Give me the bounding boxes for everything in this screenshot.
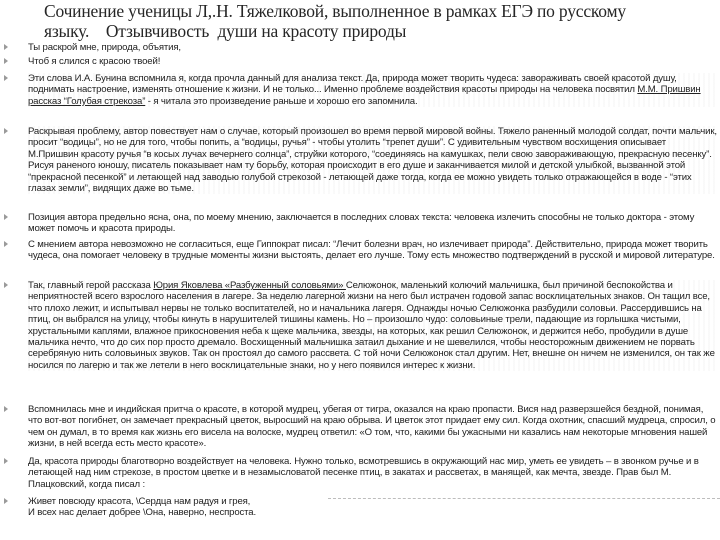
poem-line: И всех нас делает добрее \Она, наверно, неспроста.	[28, 507, 256, 519]
dashed-divider	[328, 498, 720, 499]
list-item-text	[28, 280, 718, 371]
text-segment: - я читала это произведение раньше и хорошо его запомнила.	[145, 95, 418, 107]
list-item-text: Позиция автора предельно ясна, она, по моему мнению, заключается в последних словах текста: человека излечить способны не только доктора - этому может помочь и красота природы.	[28, 212, 695, 235]
title-line-2: языку. Отзывчивость души на красоту природы	[44, 21, 407, 41]
bullet-arrow-icon	[4, 282, 8, 288]
bullet-arrow-icon	[4, 406, 8, 412]
list-item-text: С мнением автора невозможно не согласиться, еще Гиппократ писал: “Лечит болезни врач, но излечивает природа”. Действительно, природа может творить чудеса, она помогает человеку в трудные моменты жизни выстоять, делает его лучше. Тому есть множество подтверждений в русской и мировой литературе.	[28, 239, 715, 262]
bullet-arrow-icon	[4, 498, 8, 504]
bullet-arrow-icon	[4, 128, 8, 134]
story-link[interactable]: М.М. Пришвин рассказ “Голубая стрекоза”	[28, 84, 701, 107]
bullet-arrow-icon	[4, 458, 8, 464]
list-item-text: Чтоб я слился с красою твоей!	[28, 56, 161, 67]
bullet-arrow-icon	[4, 58, 8, 64]
poem-text	[28, 496, 718, 519]
list-item-text: Ты раскрой мне, природа, объятия,	[28, 42, 181, 53]
poem-line: Живет повсюду красота, \Сердца нам радуя и грея,	[28, 496, 251, 507]
text-segment: Селюжонок, маленький колючий мальчишка, был причиной беспокойства и неприятностей всего взрослого населения в лагере. За неделю лагерной жизни на него был истрачен годовой запас восклицательных знаков. Он тащил все, что плохо лежит, и испытывал нервы не только воспитателей, но и начальника лагеря. Однажды ночью Селюжонка разбудили соловьи. Рассердившись на птиц, он выбрался на улицу, чтобы кинуть в нарушителей тишины камень. Но – произошло чудо: соловьиные трели, падающие из горлышка чистыми, хрустальными каплями, влажное прикосновения неба к щеке мальчика, звезды, на которых, как решил Селюжонок, и держится небо, пробудили в душе мальчика нечто, что до сих пор просто дремало. Восхищенный мальчишка затаил дыхание и не шевелился, чтобы неосторожным движением не порвать серебряную нить соловьиных звуков. Так он простоял до самого рассвета. С той ночи Селюжонок стал другим. Нет, внешне он ничем не изменился, он так же носился по лагерю и так же летели в него восклицательные знаки, но у него появился интерес к жизни.	[28, 280, 715, 371]
bullet-arrow-icon	[4, 75, 8, 81]
bullet-arrow-icon	[4, 241, 8, 247]
list-item-text	[28, 73, 718, 107]
slide-title	[44, 1, 714, 41]
bullet-arrow-icon	[4, 214, 8, 220]
text-segment: Так, главный герой рассказа	[28, 280, 154, 291]
list-item-text: Вспомнилась мне и индийская притча о красоте, в которой мудрец, убегая от тигра, оказался на краю пропасти. Вися над разверзшейся бездной, понимая, что вот-вот погибнет, он замечает прекрасный цветок, выросший на краю обрыва. И цветок этот придает ему сил. Когда охотник, спасший мудреца, спросил, о чем он думал, в то время как жизнь его висела на волоске, мудрец ответил: «О том, что, какими бы ужасными ни казались нам некоторые мгновения нашей жизни, в ней всегда есть место красоте».	[28, 404, 716, 450]
text-segment: Эти слова И.А. Бунина вспомнила я, когда прочла данный для анализа текст. Да, природа может творить чудеса: завораживать своей красотой душу, поднимать настроение, изменять отношение к жизни. И не только... Именно проблеме воздействия красоты природы на человека посвятил	[28, 73, 677, 96]
bullet-arrow-icon	[4, 44, 8, 50]
list-item-text: Да, красота природы благотворно воздействует на человека. Нужно только, всмотревшись в окружающий нас мир, уметь ее увидеть – в звонком ручье и в летающей над ним стрекозе, в простом цветке и в незамысловатой песенке птиц, в закатах и рассветах, в манящей, как мечта, звезде. Прав был М. Плацковский, когда писал :	[28, 456, 699, 490]
title-line-1: Сочинение ученицы Л,.Н. Тяжелковой, выполненное в рамках ЕГЭ по русскому	[44, 1, 626, 21]
list-item-text: Раскрывая проблему, автор повествует нам о случае, который произошел во время первой мировой войны. Тяжело раненный молодой солдат, почти мальчик, просит “водицы”, но не для того, чтобы попить, а “водицы, ручья” - чтобы утолить “трепет души”. С удивительным чувством восхищения описывает М.Пришвин красоту ручья “в косых лучах вечернего солнца”, струйки которого, “соединяясь на камушках, пели свою завораживающую, прекрасную песенку”. Рисуя раненого юношу, писатель показывает нам ту борьбу, которая происходит в его душе и заканчивается милой и детской улыбкой, вызванной этой “прекрасной песенкой” и летающей над заводью голубой стрекозой - летающей даже тогда, когда ее можно увидеть только отражающейся в воде - “этих глазах земли”, видящих даже во тьме.	[28, 126, 717, 195]
story-link[interactable]: Юрия Яковлева «Разбуженный соловьями»	[153, 280, 346, 291]
